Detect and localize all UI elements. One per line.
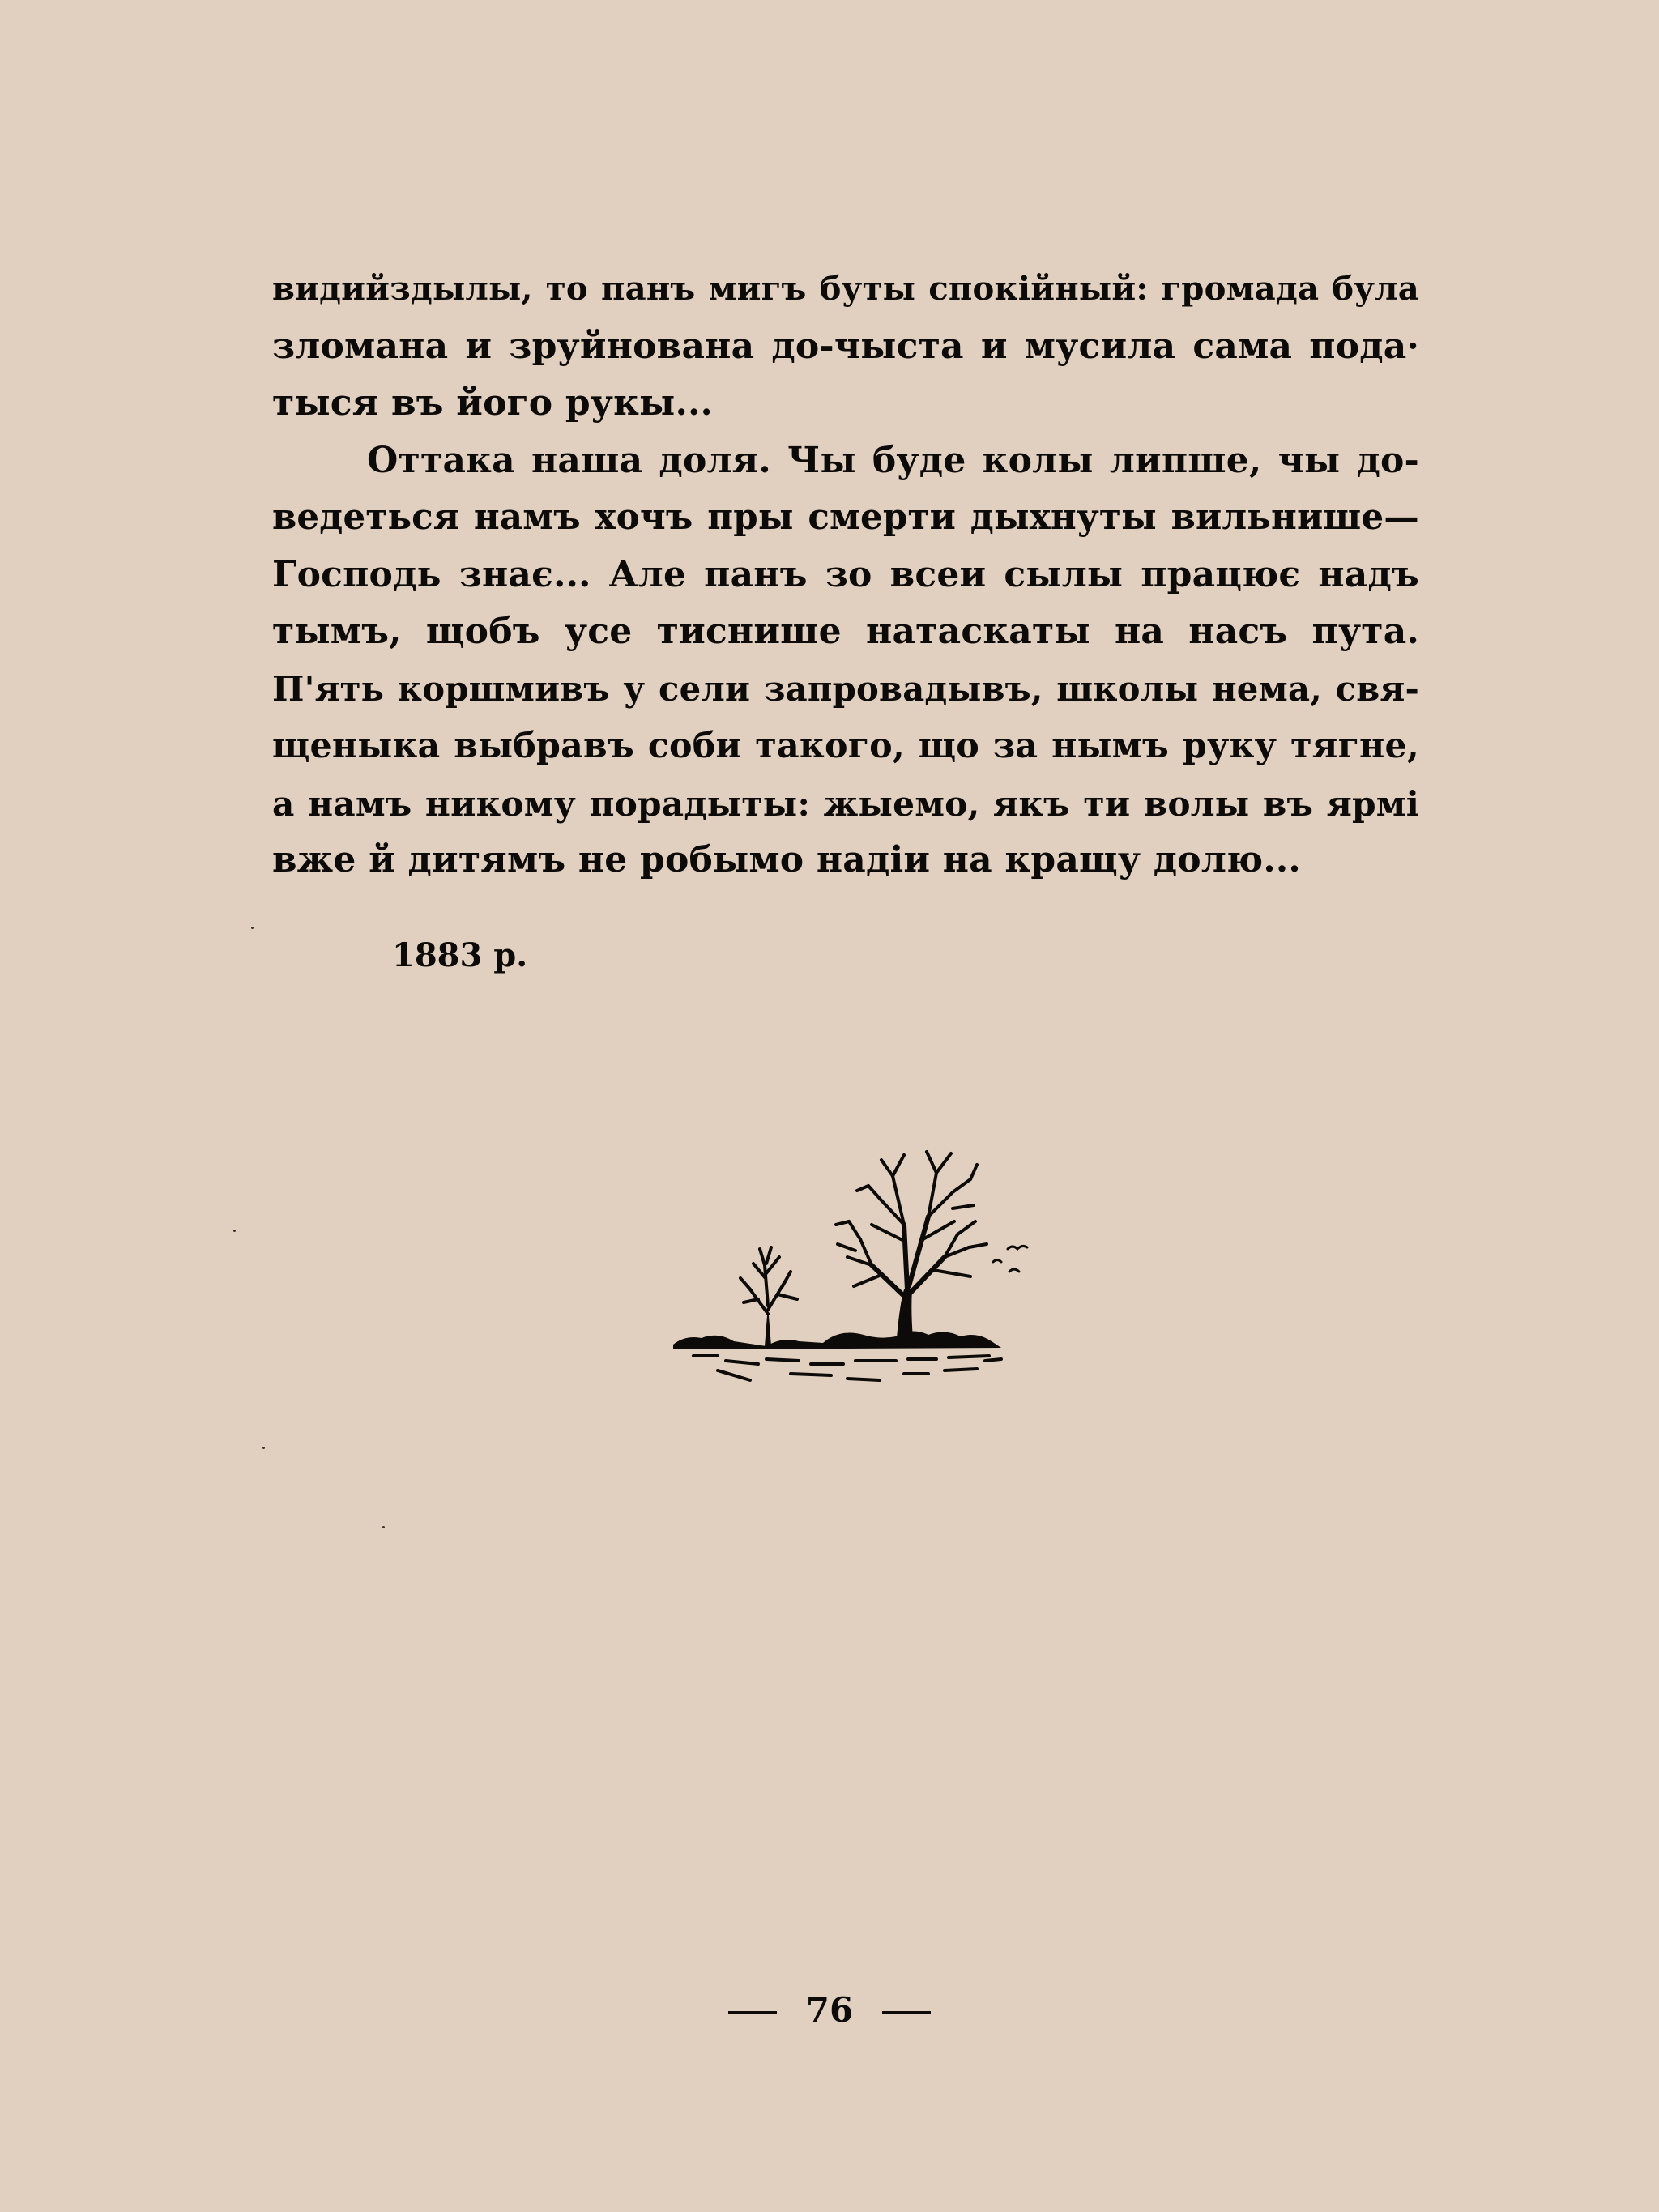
body-text [272,261,1419,889]
date-signature: 1883 р. [392,936,528,974]
text-line-8: П'ять коршмивъ у сели запровадывъ, школы нема, свя- [272,668,1419,709]
page-number [0,1986,1659,2035]
scan-speck [233,1230,236,1232]
text-line-1: видийздылы, то панъ мигъ буты спокійный: громада була [272,270,1419,308]
dash-left [728,2011,777,2014]
scan-speck [262,1447,265,1449]
text-line-10: а намъ никому порадыты: жыемо, якъ ти волы въ ярмі [272,782,1419,824]
text-line-11: вже й дитямъ не робымо надіи на кращу долю... [272,839,1301,880]
dash-right [882,2011,931,2014]
text-line-5: ведеться намъ хочъ пры смерти дыхнуты вильнише— [272,497,1419,538]
landscape-trees-vignette-icon [669,1144,1034,1395]
text-line-9: щеныка выбравъ соби такого, що за нымъ руку тягне, [272,726,1419,766]
text-line-2: зломана и зруйнована до-чыста и мусила сама пода· [272,325,1419,367]
text-line-4: Оттака наша доля. Чы буде колы липше, чы до- [367,439,1419,481]
page-number-value: 76 [805,1990,854,2030]
text-line-6: Господь знає... Але панъ зо всеи сылы працює надъ [272,553,1419,595]
scan-speck [251,927,254,929]
text-line-3: тыся въ його рукы... [272,382,714,424]
scan-speck [382,1526,385,1528]
text-line-7: тымъ, щобъ усе тиснише натаскаты на насъ пута. [272,611,1419,652]
